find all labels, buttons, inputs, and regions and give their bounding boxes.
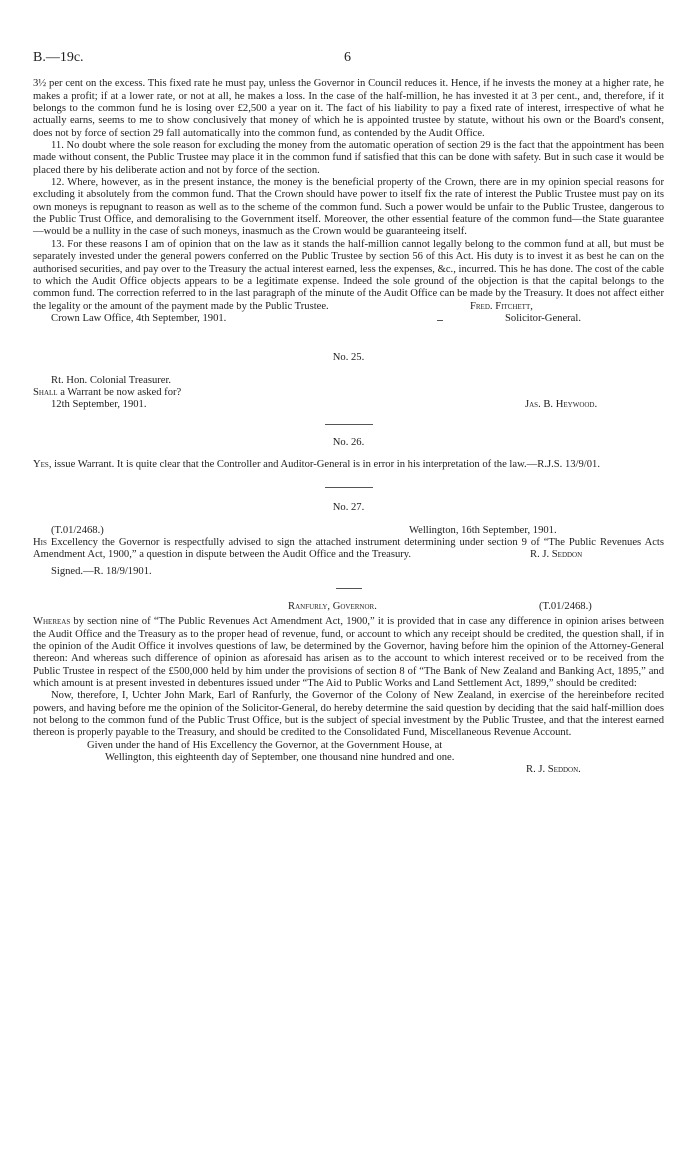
crown-law-office-date: Crown Law Office, 4th September, 1901. — [51, 312, 227, 324]
opinion-paragraph-13: 13. For these reasons I am of opinion that on the law as it stands the half-million cannot legally belong to the common fund at all, but must be separately invested under the general powers conferred on the Public Trustee by section 56 of this Act. His duty is to invest it as best he can on the authorised securities, and pay over to the Treasury the actual interest earned, less the expenses, &c., incurred. This he has done. The cost of the cable to which the Audit Office objects appears to be a legitimate expense. Indeed the sole ground of the objection is that the capital belongs to the common fund. The correction referred to in the last paragraph of the minute of the Audit Office can be made by the Treasury. It does not affect either the legality or the amount of the payment made by the Public Trustee. — [33, 238, 664, 312]
no25-signature-row — [33, 399, 664, 411]
opinion-paragraph-12: 12. Where, however, as in the present instance, the money is the beneficial property of the Crown, there are in my opinion special reasons for excluding it absolutely from the common fund. That the Crown should have power to itself fix the rate of interest the Public Trustee must pay on its own moneys is repugnant to reason as well as to the scheme of the common fund. Such a power would be unfair to the Public Trustee, dangerous to the Public Trust Office, and demoralising to the Government itself. Moreover, the other essential feature of the common fund—the State guarantee—would be a nullity in the case of such moneys, inasmuch as the Crown would be guaranteeing itself. — [33, 177, 664, 238]
heading-no-26: No. 26. — [332, 436, 365, 448]
section-divider — [336, 588, 362, 589]
opinion-paragraph-continued: 3½ per cent on the excess. This fixed rate he must pay, unless the Governor in Council reduces it. Hence, if he invests the money at a higher rate, he makes a profit; if at a lower rate, or not at all, he makes a loss. In the case of the half-million, he has invested it at 3 per cent., and, therefore, if it belongs to the common fund he is losing over £2,500 a year on it. The fact of his liability to pay a fixed rate of interest, irrespective of what he actually earns, seems to me to show conclusively that money of which he is appointed trustee by statute, without his own or the Board's consent, does not by force of section 29 fall automatically into the common fund, as contended by the Audit Office. — [33, 78, 664, 139]
instrument-reference: (T.01/2468.) — [539, 601, 592, 612]
no27-ref-row — [33, 525, 664, 537]
no26-text: issue Warrant. It is quite clear that the Controller and Auditor-General is in error in his interpretation of the law.—R.J.S. 13/9/01. — [51, 458, 600, 470]
instrument-whereas — [33, 616, 664, 690]
signature-heywood: Jas. B. Heywood. — [525, 399, 598, 411]
signature-seddon-instrument: R. J. Seddon. — [526, 764, 581, 776]
instrument-given-line1: Given under the hand of His Excellency the Governor, at the Government House, at — [87, 739, 443, 751]
warrant-question: a Warrant be now asked for? — [57, 386, 182, 398]
no25-line1 — [33, 375, 664, 387]
no27-reference: (T.01/2468.) — [51, 524, 104, 536]
no26-minute — [33, 459, 664, 471]
instrument-header-row — [33, 601, 664, 613]
no27-text: Excellency the Governor is respectfully advised to sign the attached instrument determining under section 9 of “The Public Revenues Acts Amendment Act, 1900,” a question in dispute between the Audit Office and the Treasury. — [33, 536, 664, 561]
page-number: 6 — [344, 50, 351, 65]
lead-word-whereas: Whereas — [33, 616, 71, 628]
no25-line2 — [33, 387, 664, 399]
instrument-given-line2: Wellington, this eighteenth day of September, one thousand nine hundred and one. — [105, 752, 455, 764]
lead-word-his: His — [33, 536, 47, 548]
document-reference: B.—19c. — [33, 50, 84, 65]
instrument-determination: Now, therefore, I, Uchter John Mark, Earl of Ranfurly, the Governor of the Colony of New Zealand, in exercise of the hereinbefore recited powers, and having before me the opinion of the Solicitor-General, do hereby determine the said question by deciding that the said half-million does not belong to the common fund of the Public Trust Office, but is the subject of special investment by the Public Trustee, and that the interest earned thereon is properly payable to the Treasury, and should be credited to the Consolidated Fund, Miscellaneous Revenue Account. — [33, 690, 664, 739]
opinion-signature-row — [33, 301, 664, 313]
page-header — [33, 52, 664, 64]
instrument-given-row2 — [33, 752, 664, 764]
section-divider — [325, 487, 373, 488]
opinion-paragraph-11: 11. No doubt where the sole reason for excluding the money from the automatic operation of section 29 is the fact that the appointment has been made without consent, the Public Trustee may place it in the common fund if satisfied that this can be done with safety. But in such case it would be placed there by his deliberate action and not by force of the section. — [33, 140, 664, 176]
instrument-signature-row — [33, 764, 664, 776]
signed-ranfurly: Signed.—R. 18/9/1901. — [51, 565, 152, 577]
no27-signed-row — [33, 566, 664, 578]
signature-seddon: R. J. Seddon — [530, 549, 583, 561]
lead-word-shall: Shall — [33, 386, 58, 398]
signature-fitchett: Fred. Fitchett, — [470, 300, 533, 312]
lead-word-yes: Yes, — [33, 458, 52, 470]
section-divider — [325, 424, 373, 425]
governor-ranfurly: Ranfurly, Governor. — [288, 601, 377, 612]
no27-signature-row — [33, 549, 664, 561]
heading-no-25: No. 25. — [332, 352, 365, 364]
addressee: Rt. Hon. Colonial Treasurer. — [51, 374, 172, 386]
whereas-text: by section nine of “The Public Revenues Act Amendment Act, 1900,” it is provided that in case any difference in opinion arises between the Audit Office and the Treasury as to the proper head of revenue, fund, or account to which any receipt should be credited, the question shall, if in the opinion of the Audit Office it involves questions of law, be determined by the Governor, having before him the opinion of the Attorney-General thereon: And whereas such difference of opinion as aforesaid has arisen as to the account to which interest received or to be received from the Public Trustee in respect of the £500,000 held by him under the provisions of section 8 of “The Bank of New Zealand and Banking Act, 1895,” and which amount is at present invested in debentures issued under “The Aid to Public Works and Land Settlement Act, 1899,” should be credited: — [33, 616, 664, 690]
heading-no-27: No. 27. — [332, 502, 365, 514]
signature-title: Solicitor-General. — [505, 312, 581, 324]
separator-dash — [437, 320, 443, 321]
no27-place-date: Wellington, 16th September, 1901. — [409, 524, 557, 536]
no25-date: 12th September, 1901. — [51, 399, 147, 411]
opinion-closing-row — [33, 313, 664, 325]
